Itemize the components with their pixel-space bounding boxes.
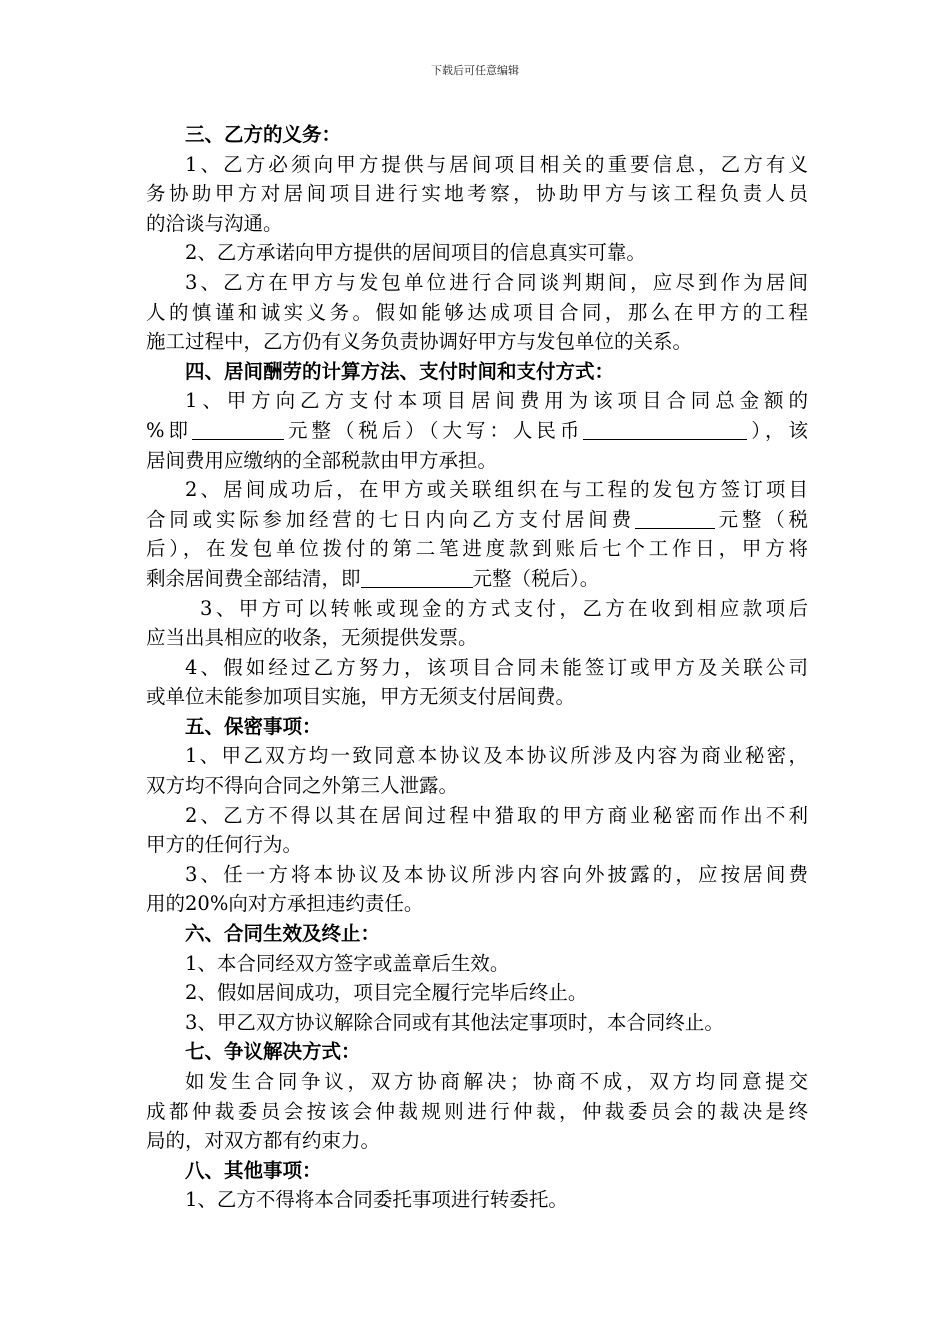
paragraph-line: 1、本合同经双方签字或盖章后生效。 xyxy=(185,951,510,975)
text-fragment: ），该 xyxy=(747,418,808,442)
paragraph-line-with-blanks xyxy=(146,505,808,535)
paragraph-line: 3、甲方可以转帐或现金的方式支付，乙方在收到相应款项后 xyxy=(200,596,808,620)
document-body xyxy=(146,120,808,1215)
paragraph-line: 1、乙方不得将本合同委托事项进行转委托。 xyxy=(185,1188,568,1212)
paragraph-line: 2、乙方承诺向甲方提供的居间项目的信息真实可靠。 xyxy=(185,241,646,265)
paragraph-line: 1、乙方必须向甲方提供与居间项目相关的重要信息，乙方有义 xyxy=(185,152,808,176)
paragraph-line: 3、乙方在甲方与发包单位进行合同谈判期间，应尽到作为居间 xyxy=(185,270,808,294)
section-heading-3: 三、乙方的义务： xyxy=(185,123,342,146)
section-heading-6: 六、合同生效及终止： xyxy=(185,922,381,946)
paragraph-line: 成都仲裁委员会按该会仲裁规则进行仲裁，仲裁委员会的裁决是终 xyxy=(146,1099,808,1123)
paragraph-line: 1、甲乙双方均一致同意本协议及本协议所涉及内容为商业秘密， xyxy=(185,744,808,768)
paragraph-line: 或单位未能参加项目实施，甲方无须支付居间费。 xyxy=(146,685,576,709)
section-heading-7: 七、争议解决方式： xyxy=(185,1040,361,1064)
text-fragment: 合同或实际参加经营的七日内向乙方支付居间费 xyxy=(146,507,635,531)
paragraph-line: 3、任一方将本协议及本协议所涉内容向外披露的，应按居间费 xyxy=(185,862,808,886)
paragraph-line: 居间费用应缴纳的全部税款由甲方承担。 xyxy=(146,448,498,472)
paragraph-line: 施工过程中，乙方仍有义务负责协调好甲方与发包单位的关系。 xyxy=(146,330,693,354)
paragraph-line-with-blanks xyxy=(146,416,808,446)
paragraph-line: 2、假如居间成功，项目完全履行完毕后终止。 xyxy=(185,981,588,1005)
paragraph-line-with-blanks xyxy=(146,564,808,594)
paragraph-line: 用的20%向对方承担违约责任。 xyxy=(146,892,424,916)
page-header-note: 下载后可任意编辑 xyxy=(431,64,519,77)
paragraph-line: 甲方的任何行为。 xyxy=(146,833,303,857)
paragraph-line: 2、乙方不得以其在居间过程中猎取的甲方商业秘密而作出不利 xyxy=(185,803,808,827)
paragraph-line: 2、居间成功后，在甲方或关联组织在与工程的发包方签订项目 xyxy=(185,478,808,502)
paragraph-line: 局的，对双方都有约束力。 xyxy=(146,1129,381,1153)
fill-in-blank[interactable] xyxy=(192,419,284,440)
paragraph-line: 4、假如经过乙方努力，该项目合同未能签订或甲方及关联公司 xyxy=(185,655,808,679)
paragraph-line: 应当出具相应的收条，无须提供发票。 xyxy=(146,626,478,650)
fill-in-blank[interactable] xyxy=(635,508,715,529)
text-fragment: 元整（税 xyxy=(714,507,808,531)
fill-in-blank[interactable] xyxy=(583,419,747,440)
section-heading-8: 八、其他事项： xyxy=(185,1158,322,1182)
paragraph-line: 双方均不得向合同之外第三人泄露。 xyxy=(146,774,459,798)
paragraph-line: 人的慎谨和诚实义务。假如能够达成项目合同，那么在甲方的工程 xyxy=(146,300,808,324)
section-heading-5: 五、保密事项： xyxy=(185,714,322,738)
paragraph-line: 3、甲乙双方协议解除合同或有其他法定事项时，本合同终止。 xyxy=(185,1010,724,1034)
text-fragment: 元整（税后）（大写：人民币 xyxy=(283,418,584,442)
text-fragment: 元整（税后）。 xyxy=(472,566,600,590)
fill-in-blank[interactable] xyxy=(361,567,473,588)
paragraph-line: 的洽谈与沟通。 xyxy=(146,211,283,235)
paragraph-line: 1、甲方向乙方支付本项目居间费用为该项目合同总金额的 xyxy=(185,389,808,413)
section-heading-4: 四、居间酬劳的计算方法、支付时间和支付方式： xyxy=(185,359,615,383)
paragraph-line: 如发生合同争议，双方协商解决；协商不成，双方均同意提交 xyxy=(185,1070,808,1093)
text-fragment: %即 xyxy=(146,418,192,442)
text-fragment: 剩余居间费全部结清，即 xyxy=(146,566,361,590)
paragraph-line: 务协助甲方对居间项目进行实地考察，协助甲方与该工程负责人员 xyxy=(146,182,808,206)
paragraph-line: 后），在发包单位拨付的第二笔进度款到账后七个工作日，甲方将 xyxy=(146,537,808,561)
